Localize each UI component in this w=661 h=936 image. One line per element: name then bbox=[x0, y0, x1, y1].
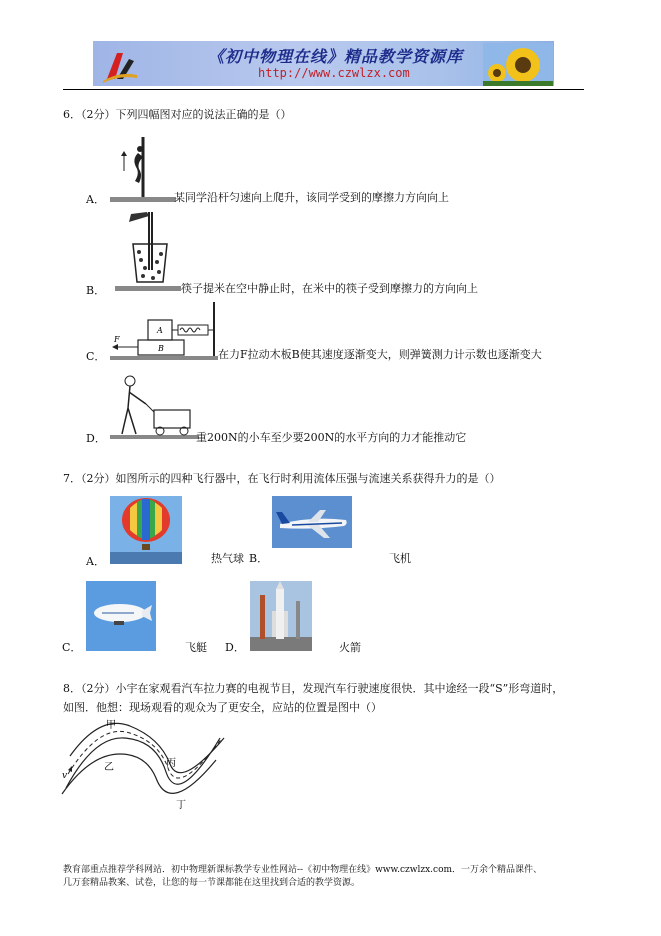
q8-label-v: v bbox=[62, 771, 68, 781]
q7-option-d-letter: D． bbox=[225, 641, 245, 654]
q6-option-c-text: 在力F拉动木板B使其速度逐渐变大，则弹簧测力计示数也逐渐变大 bbox=[218, 348, 542, 361]
q6-figure-d-person-pushing-cart bbox=[110, 372, 198, 442]
q6-option-b-text: 筷子提米在空中静止时，在米中的筷子受到摩擦力的方向向上 bbox=[181, 282, 478, 295]
q8-stem-line2: 如图．他想：现场观看的观众为了更安全，应站的位置是图中（） bbox=[63, 701, 382, 714]
q6-figure-a-climbing-pole bbox=[110, 135, 176, 205]
q6-option-a-letter: A． bbox=[86, 193, 105, 206]
banner-title: 《初中物理在线》精品教学资源库 bbox=[208, 47, 464, 66]
q8-label-yi: 乙 bbox=[104, 762, 114, 773]
q8-label-ding: 丁 bbox=[176, 800, 186, 811]
q6-option-d-letter: D． bbox=[86, 432, 106, 445]
q8-figure-s-curve-road bbox=[60, 716, 230, 828]
footer-line-2: 几万套精品教案、试卷，让您的每一节课都能在这里找到合适的教学资源。 bbox=[63, 878, 361, 888]
q7-option-c-letter: C． bbox=[62, 641, 82, 654]
q7-image-hot-air-balloon bbox=[110, 496, 182, 564]
footer-line-1: 教育部重点推荐学科网站．初中物理新课标教学专业性网站--《初中物理在线》www.czwlzx.com．一万余个精品课件、 bbox=[63, 865, 543, 875]
q6-figc-label-a: A bbox=[157, 326, 163, 335]
q6-figure-b-chopsticks-rice bbox=[115, 210, 181, 294]
q6-stem: 6．（2分）下列四幅图对应的说法正确的是（） bbox=[63, 108, 292, 121]
q6-figure-c-spring-scale bbox=[110, 300, 218, 362]
q6-figc-label-b: B bbox=[158, 344, 164, 353]
q8-label-bing: 丙 bbox=[166, 758, 176, 769]
header-banner bbox=[93, 41, 554, 86]
q7-image-rocket bbox=[250, 581, 312, 651]
q7-option-c-text: 飞艇 bbox=[185, 641, 207, 654]
q6-option-c-letter: C． bbox=[86, 350, 106, 363]
q7-option-a-text: 热气球 bbox=[211, 552, 244, 565]
q6-figc-label-f: F bbox=[114, 335, 120, 344]
q7-image-airplane bbox=[272, 496, 352, 548]
q8-stem-line1: 8．（2分）小宇在家观看汽车拉力赛的电视节目，发现汽车行驶速度很快．其中途经一段“S”形弯道时， bbox=[63, 682, 564, 695]
q8-label-jia: 甲 bbox=[106, 720, 116, 731]
q7-option-d-text: 火箭 bbox=[339, 641, 361, 654]
q7-option-a-letter: A． bbox=[86, 555, 105, 568]
sunflower-image bbox=[483, 43, 553, 86]
q6-option-d-text: 重200N的小车至少要200N的水平方向的力才能推动它 bbox=[196, 431, 467, 444]
q7-option-b-text: 飞机 bbox=[389, 552, 411, 565]
q6-option-b-letter: B． bbox=[86, 284, 106, 297]
header-rule bbox=[63, 89, 584, 90]
q7-stem: 7．（2分）如图所示的四种飞行器中，在飞行时利用流体压强与流速关系获得升力的是（） bbox=[63, 472, 501, 485]
q7-option-b-letter: B． bbox=[249, 552, 269, 565]
q7-image-airship bbox=[86, 581, 156, 651]
q6-option-a-text: 某同学沿杆匀速向上爬升，该同学受到的摩擦力方向向上 bbox=[174, 191, 449, 204]
site-logo bbox=[99, 45, 139, 83]
banner-url[interactable]: http://www.czwlzx.com bbox=[258, 66, 410, 80]
